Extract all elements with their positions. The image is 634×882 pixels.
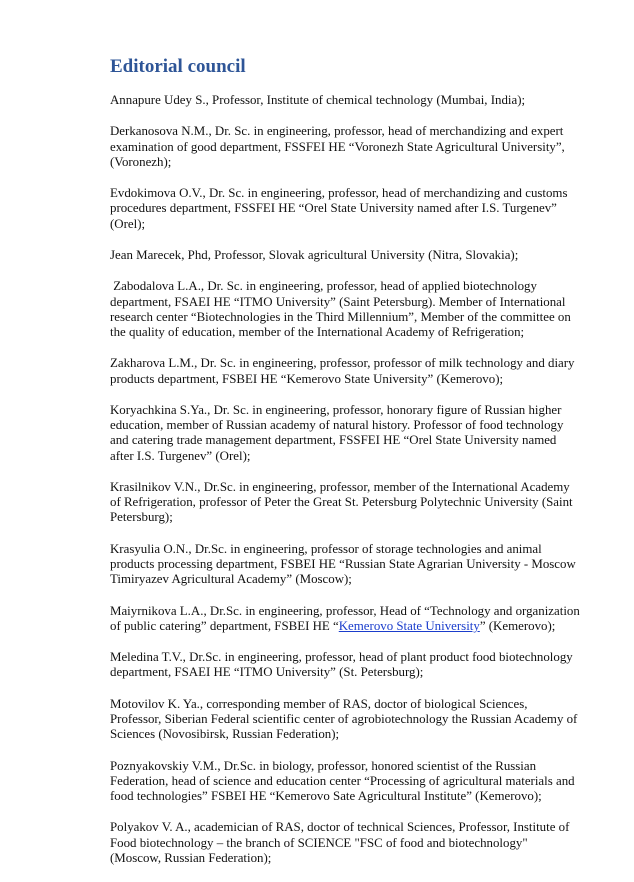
- council-member-entry: Poznyakovskiy V.M., Dr.Sc. in biology, professor, honored scientist of the Russian Federation, head of science and education center “Processing of agricultural materials and food technologies” FSBEI HE “Kemerovo Sate Agricultural Institute” (Kemerovo);: [110, 758, 575, 803]
- council-member-list: [110, 93, 580, 882]
- council-member-entry: Polyakov V. A., academician of RAS, doctor of technical Sciences, Professor, Institute of Food biotechnology – the branch of SCIENCE "FSC of food and biotechnology" (Moscow, Russian Federation);: [110, 820, 570, 865]
- council-member-entry: Motovilov K. Ya., corresponding member of RAS, doctor of biological Sciences, Professor, Siberian Federal scientific center of agrobiotechnology the Russian Academy of Sciences (Novosibirsk, Russian Federation);: [110, 696, 578, 742]
- kemerovo-university-link[interactable]: Kemerovo State University: [338, 618, 480, 633]
- council-member-entry: Zakharova L.M., Dr. Sc. in engineering, professor, professor of milk technology and diary products department, FSBEI HE “Kemerovo State University” (Kemerovo);: [110, 356, 575, 386]
- council-member-entry: Evdokimova O.V., Dr. Sc. in engineering, professor, head of merchandizing and customs procedures department, FSSFEI HE “Orel State University named after I.S. Turgenev” (Orel);: [110, 186, 568, 231]
- page-title: Editorial council: [110, 56, 246, 77]
- entry-text-after-link: ” (Kemerovo);: [479, 618, 556, 633]
- council-member-entry: Annapure Udey S., Professor, Institute of chemical technology (Mumbai, India);: [110, 93, 526, 107]
- entry-text-before-link: Maiyrnikova L.A., Dr.Sc. in engineering, professor, Head of “Technology and organization of public catering” department, FSBEI HE “: [110, 603, 580, 633]
- council-member-entry: Jean Marecek, Phd, Professor, Slovak agricultural University (Nitra, Slovakia);: [110, 247, 519, 262]
- council-member-entry: Krasilnikov V.N., Dr.Sc. in engineering, professor, member of the International Academy of Refrigeration, professor of Peter the Great St. Petersburg Polytechnic University (Saint Petersburg);: [110, 479, 573, 525]
- council-member-entry: Krasyulia O.N., Dr.Sc. in engineering, professor of storage technologies and animal products processing department, FSBEI HE “Russian State Agrarian University - Moscow Timiryazev Agricultural Academy” (Moscow);: [110, 541, 576, 587]
- council-member-entry: Zabodalova L.A., Dr. Sc. in engineering, professor, head of applied biotechnology department, FSAEI HE “ITMO University” (Saint Petersburg). Member of International research center “Biotechnologies in the Third Millennium”, Member of the committee on the quality of education, member of the International Academy of Refrigeration;: [110, 279, 571, 339]
- council-member-entry: Derkanosova N.M., Dr. Sc. in engineering, professor, head of merchandizing and expert examination of good department, FSSFEI HE “Voronezh State Agricultural University”, (Voronezh);: [110, 124, 565, 169]
- council-member-entry: Meledina T.V., Dr.Sc. in engineering, professor, head of plant product food biotechnology department, FSAEI HE “ITMO University” (St. Petersburg);: [110, 650, 573, 680]
- council-member-entry: [110, 604, 580, 634]
- council-member-entry: Koryachkina S.Ya., Dr. Sc. in engineering, professor, honorary figure of Russian higher education, member of Russian academy of natural history. Professor of food technology and catering trade management department, FSSFEI HE “Orel State University named after I.S. Turgenev” (Orel);: [110, 402, 564, 463]
